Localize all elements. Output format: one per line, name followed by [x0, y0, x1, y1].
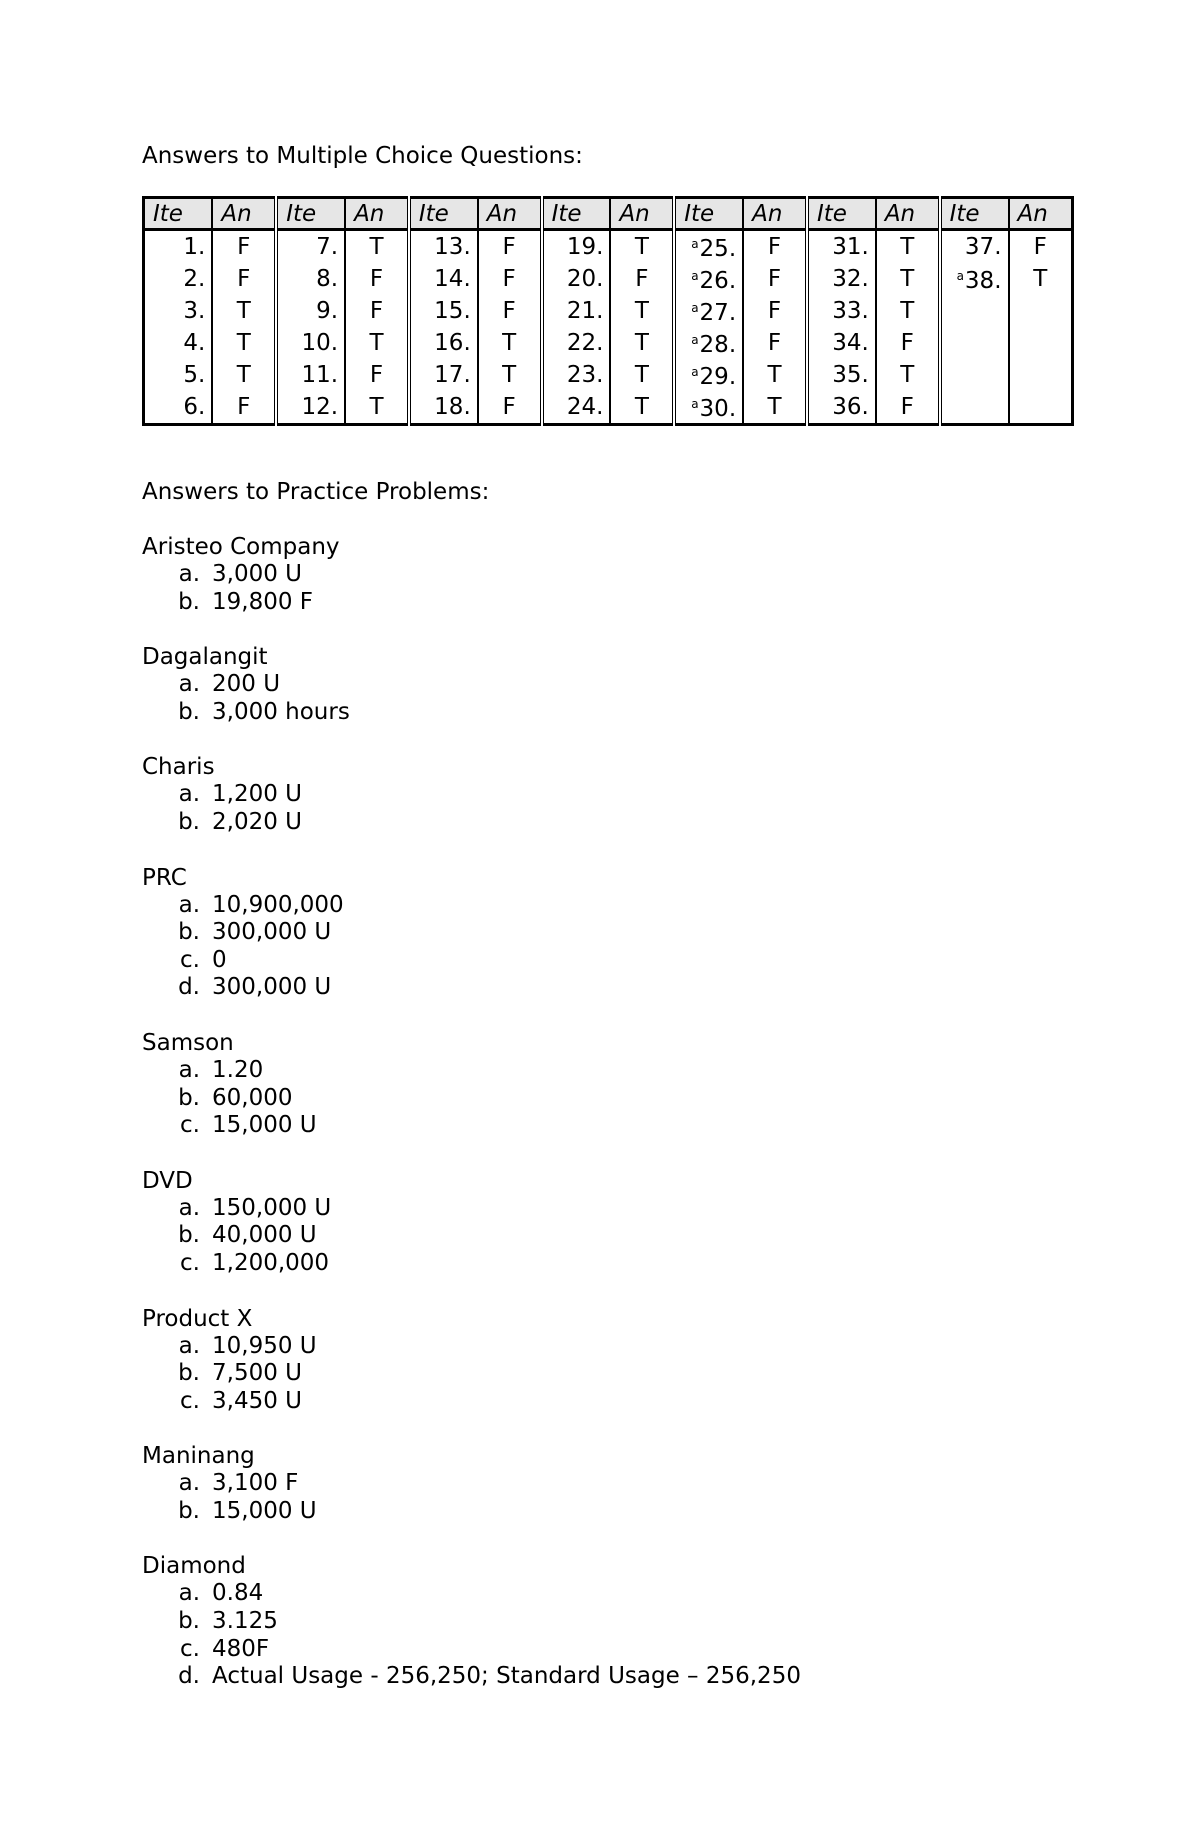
item-number: 31. — [807, 230, 876, 264]
answer-item — [142, 974, 1072, 1002]
answer-value: T — [478, 327, 542, 359]
problem-answers — [142, 1333, 1072, 1416]
item-number: $^a$30. — [674, 391, 743, 425]
pp-heading: Answers to Practice Problems: — [142, 479, 490, 505]
answer-column-header: An — [610, 198, 674, 230]
answer-item — [142, 589, 1072, 617]
answer-value — [1009, 327, 1073, 359]
answer-value: F — [478, 391, 542, 425]
answer-item — [142, 1498, 1072, 1526]
answer-letter: a. — [178, 781, 200, 808]
item-number: 24. — [542, 391, 611, 425]
item-number: 18. — [409, 391, 478, 425]
problem-name: Maninang — [142, 1443, 255, 1470]
answer-value: T — [610, 359, 674, 391]
answer-item — [142, 1112, 1072, 1140]
item-number: 3. — [144, 295, 213, 327]
answer-value: F — [743, 295, 807, 327]
item-number: $^a$25. — [674, 230, 743, 264]
answer-text: 3,000 U — [212, 561, 302, 587]
answer-item — [142, 1470, 1072, 1498]
answer-value — [1009, 295, 1073, 327]
item-number: 6. — [144, 391, 213, 425]
item-number: 17. — [409, 359, 478, 391]
answer-value — [1009, 391, 1073, 425]
problem-name: Charis — [142, 754, 215, 781]
answer-value: T — [876, 230, 940, 264]
appendix-marker: a — [691, 301, 699, 315]
item-number — [940, 359, 1009, 391]
answer-value: F — [876, 327, 940, 359]
answer-value: T — [876, 263, 940, 295]
item-number: $^a$27. — [674, 295, 743, 327]
answer-item — [142, 1663, 1072, 1691]
answer-text: 1.20 — [212, 1056, 264, 1083]
answer-item — [142, 919, 1072, 947]
answer-letter: a. — [178, 1332, 200, 1359]
item-number: 34. — [807, 327, 876, 359]
item-column-header: Ite — [276, 198, 345, 230]
answer-item — [142, 1250, 1072, 1278]
item-number: 36. — [807, 391, 876, 425]
problem-section — [142, 533, 1072, 616]
document-page — [142, 142, 1072, 1691]
item-number: 5. — [144, 359, 213, 391]
item-column-header: Ite — [940, 198, 1009, 230]
answer-text: 3,450 U — [212, 1387, 302, 1414]
item-number: 23. — [542, 359, 611, 391]
problem-answers — [142, 561, 1072, 616]
answer-letter: b. — [178, 808, 200, 835]
answer-text: 3,100 F — [212, 1470, 299, 1497]
item-number: 8. — [276, 263, 345, 295]
item-number: 15. — [409, 295, 478, 327]
item-column-header: Ite — [542, 198, 611, 230]
item-number: 32. — [807, 263, 876, 295]
answer-text: 300,000 U — [212, 974, 332, 1001]
item-number: $^a$26. — [674, 263, 743, 295]
answer-value: F — [743, 327, 807, 359]
answer-value: F — [743, 263, 807, 295]
answer-value: T — [610, 230, 674, 264]
answer-value: F — [345, 359, 409, 391]
answer-letter: a. — [178, 1194, 200, 1221]
answer-item — [142, 781, 1072, 809]
answer-text: 480F — [212, 1635, 270, 1662]
problem-name: DVD — [142, 1167, 193, 1194]
answer-text: 60,000 — [212, 1084, 293, 1111]
item-number: 33. — [807, 295, 876, 327]
problem-answers — [142, 1057, 1072, 1140]
answer-value: F — [212, 230, 276, 264]
problem-answers — [142, 1195, 1072, 1278]
answer-item — [142, 809, 1072, 837]
item-number — [940, 391, 1009, 425]
item-number: 7. — [276, 230, 345, 264]
item-number — [940, 327, 1009, 359]
answer-value: F — [345, 295, 409, 327]
item-number: 4. — [144, 327, 213, 359]
answer-item — [142, 1085, 1072, 1113]
answer-item — [142, 947, 1072, 975]
answer-value: T — [743, 391, 807, 425]
answer-text: 7,500 U — [212, 1360, 302, 1387]
appendix-marker: a — [691, 333, 699, 347]
answer-value: T — [1009, 263, 1073, 295]
answer-column-header: An — [478, 198, 542, 230]
problem-answers — [142, 1470, 1072, 1525]
item-number: 10. — [276, 327, 345, 359]
item-number: $^a$38. — [940, 263, 1009, 295]
answer-column-header: An — [212, 198, 276, 230]
answer-item — [142, 1636, 1072, 1664]
answer-text: 3,000 hours — [212, 698, 350, 725]
answer-key-row — [144, 391, 1073, 425]
item-number: 35. — [807, 359, 876, 391]
answer-key-row — [144, 327, 1073, 359]
answer-value: F — [478, 295, 542, 327]
answer-value: T — [212, 327, 276, 359]
answer-value: T — [610, 295, 674, 327]
problem-answers — [142, 1580, 1072, 1690]
answer-text: Actual Usage - 256,250; Standard Usage – 256,250 — [212, 1663, 801, 1690]
item-number: $^a$29. — [674, 359, 743, 391]
answer-letter: b. — [178, 1608, 200, 1635]
answer-value: F — [345, 263, 409, 295]
problem-section — [142, 1305, 1072, 1416]
answer-value: T — [876, 359, 940, 391]
answer-value: T — [212, 359, 276, 391]
answer-text: 150,000 U — [212, 1194, 332, 1221]
item-number: 1. — [144, 230, 213, 264]
item-number: 12. — [276, 391, 345, 425]
answer-item — [142, 671, 1072, 699]
mc-heading: Answers to Multiple Choice Questions: — [142, 143, 583, 169]
problem-answers — [142, 671, 1072, 726]
answer-value: F — [876, 391, 940, 425]
item-number: 13. — [409, 230, 478, 264]
answer-text: 0 — [212, 946, 227, 973]
answer-letter: b. — [178, 1360, 200, 1387]
answer-text: 10,900,000 — [212, 891, 344, 918]
answer-item — [142, 1360, 1072, 1388]
answer-letter: d. — [178, 974, 200, 1001]
answer-letter: c. — [180, 1112, 200, 1139]
answer-text: 15,000 U — [212, 1112, 317, 1139]
answer-value: F — [478, 230, 542, 264]
item-column-header: Ite — [674, 198, 743, 230]
problem-name: Diamond — [142, 1553, 246, 1580]
item-column-header: Ite — [409, 198, 478, 230]
item-number: $^a$28. — [674, 327, 743, 359]
item-number: 14. — [409, 263, 478, 295]
item-number: 11. — [276, 359, 345, 391]
item-number: 16. — [409, 327, 478, 359]
problem-section — [142, 1167, 1072, 1278]
item-column-header: Ite — [807, 198, 876, 230]
answer-key-table — [142, 196, 1074, 426]
answer-text: 3.125 — [212, 1608, 278, 1635]
problem-name: Samson — [142, 1029, 234, 1056]
item-number: 22. — [542, 327, 611, 359]
problem-answers — [142, 892, 1072, 1002]
answer-value: T — [478, 359, 542, 391]
answer-value — [1009, 359, 1073, 391]
item-number: 21. — [542, 295, 611, 327]
answer-letter: a. — [178, 1470, 200, 1497]
problem-section — [142, 753, 1072, 836]
answer-text: 10,950 U — [212, 1332, 317, 1359]
item-number: 37. — [940, 230, 1009, 264]
problem-section — [142, 1029, 1072, 1140]
appendix-marker: a — [691, 269, 699, 283]
answer-text: 2,020 U — [212, 808, 302, 835]
item-number: 20. — [542, 263, 611, 295]
item-number: 19. — [542, 230, 611, 264]
answer-text: 200 U — [212, 671, 281, 698]
answer-text: 0.84 — [212, 1580, 264, 1607]
problem-name: Aristeo Company — [142, 534, 340, 560]
answer-key-header-row — [144, 198, 1073, 230]
answer-text: 300,000 U — [212, 919, 332, 946]
answer-item — [142, 892, 1072, 920]
answer-value: F — [610, 263, 674, 295]
problem-name: PRC — [142, 864, 187, 891]
answer-key-row — [144, 359, 1073, 391]
answer-item — [142, 561, 1072, 589]
answer-letter: b. — [178, 1497, 200, 1524]
answer-item — [142, 1608, 1072, 1636]
answer-item — [142, 1057, 1072, 1085]
answer-letter: b. — [178, 698, 200, 725]
answer-text: 15,000 U — [212, 1497, 317, 1524]
answer-item — [142, 1195, 1072, 1223]
answer-letter: a. — [178, 1056, 200, 1083]
answer-letter: b. — [178, 1084, 200, 1111]
problem-name: Dagalangit — [142, 644, 268, 671]
answer-value: F — [212, 391, 276, 425]
answer-text: 1,200 U — [212, 781, 302, 808]
item-column-header: Ite — [144, 198, 213, 230]
answer-letter: a. — [178, 671, 200, 698]
item-number: 9. — [276, 295, 345, 327]
answer-letter: b. — [178, 919, 200, 946]
answer-value: T — [743, 359, 807, 391]
answer-key-row — [144, 230, 1073, 264]
answer-text: 19,800 F — [212, 588, 314, 615]
answer-value: T — [876, 295, 940, 327]
answer-letter: c. — [180, 946, 200, 973]
answer-value: T — [345, 230, 409, 264]
answer-item — [142, 1222, 1072, 1250]
answer-item — [142, 1580, 1072, 1608]
answer-value: T — [610, 327, 674, 359]
answer-letter: b. — [178, 588, 200, 615]
practice-problems — [142, 533, 1072, 1691]
answer-letter: d. — [178, 1663, 200, 1690]
answer-value: F — [743, 230, 807, 264]
answer-letter: c. — [180, 1635, 200, 1662]
answer-value: T — [212, 295, 276, 327]
appendix-marker: a — [691, 397, 699, 411]
appendix-marker: a — [691, 365, 699, 379]
problem-section — [142, 864, 1072, 1002]
problem-name: Product X — [142, 1305, 253, 1332]
problem-section — [142, 1552, 1072, 1690]
answer-column-header: An — [876, 198, 940, 230]
answer-key-row — [144, 263, 1073, 295]
item-number — [940, 295, 1009, 327]
answer-column-header: An — [345, 198, 409, 230]
answer-item — [142, 699, 1072, 727]
answer-letter: a. — [178, 1580, 200, 1607]
appendix-marker: a — [956, 269, 964, 283]
answer-value: F — [1009, 230, 1073, 264]
answer-value: F — [212, 263, 276, 295]
answer-item — [142, 1388, 1072, 1416]
answer-letter: a. — [178, 891, 200, 918]
answer-item — [142, 1333, 1072, 1361]
answer-value: T — [345, 391, 409, 425]
problem-answers — [142, 781, 1072, 836]
appendix-marker: a — [691, 237, 699, 251]
answer-text: 1,200,000 — [212, 1249, 330, 1276]
item-number: 2. — [144, 263, 213, 295]
answer-column-header: An — [743, 198, 807, 230]
answer-letter: c. — [180, 1249, 200, 1276]
answer-letter: a. — [178, 561, 200, 587]
answer-column-header: An — [1009, 198, 1073, 230]
answer-letter: b. — [178, 1222, 200, 1249]
answer-key-row — [144, 295, 1073, 327]
answer-text: 40,000 U — [212, 1222, 317, 1249]
answer-letter: c. — [180, 1387, 200, 1414]
answer-value: T — [610, 391, 674, 425]
problem-section — [142, 1442, 1072, 1525]
answer-value: T — [345, 327, 409, 359]
answer-value: F — [478, 263, 542, 295]
problem-section — [142, 643, 1072, 726]
